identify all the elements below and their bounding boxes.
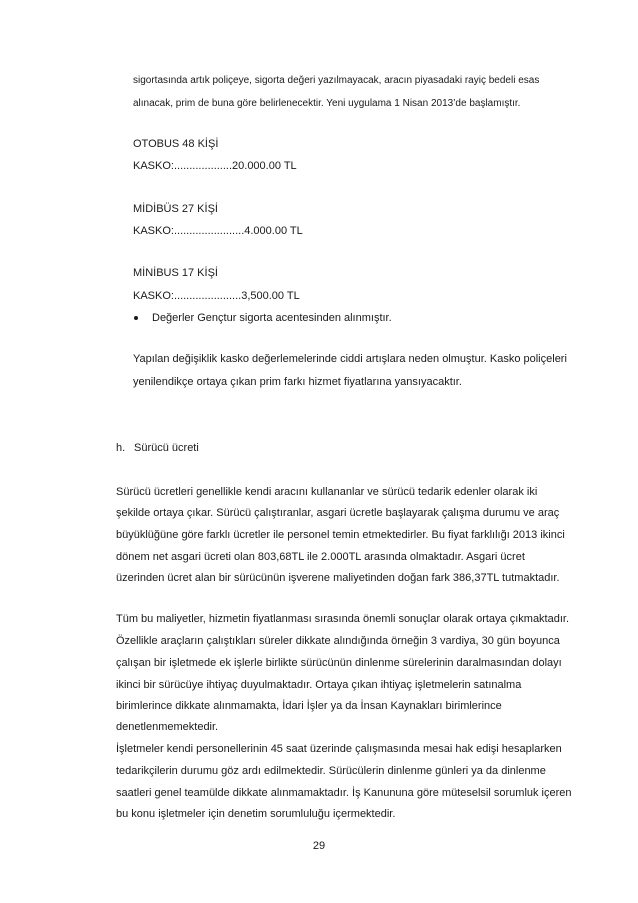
intro-line-2: alınacak, prim de buna göre belirlenecektir. Yeni uygulama 1 Nisan 2013’de başlamıştır. (133, 98, 521, 109)
para2-line-7: İşletmeler kendi personellerinin 45 saat üzerinde çalışmasında mesai hak edişi hesaplarken (116, 743, 562, 755)
change-para-line-2: yenilendikçe ortaya çıkan prim farkı hizmet fiyatlarına yansıyacaktır. (133, 376, 462, 388)
para1-line-5: üzerinden ücret alan bir sürücünün işverene maliyetinden doğan fark 386,37TL tutmaktadır. (116, 572, 560, 584)
bullet-item: Değerler Gençtur sigorta acentesinden alınmıştır. (152, 312, 392, 324)
para2-line-3: çalışan bir işletmede ek işlerle birlikte sürücünün dinlenme sürelerinin daralmasından dolayı (116, 657, 562, 669)
vehicle-kasko-otobus: KASKO:...................20.000.00 TL (133, 160, 297, 172)
para2-line-6: denetlenmemektedir. (116, 721, 219, 733)
vehicle-kasko-midibus: KASKO:.......................4.000.00 TL (133, 225, 303, 237)
para1-line-3: büyüklüğüne göre farklı ücretler ile personel temin etmektedirler. Bu fiyat farklılığı 2013 ikinci (116, 529, 565, 541)
vehicle-title-minibus: MİNİBUS 17 KİŞİ (133, 267, 218, 279)
para1-line-2: şekilde ortaya çıkar. Sürücü çalıştıranlar, asgari ücretle başlayarak çalışma durumu ve araç (116, 507, 560, 519)
section-letter: h. (116, 442, 126, 454)
para2-line-8: tedarikçilerin durumu göz ardı edilmektedir. Sürücülerin dinlenme günleri ya da dinlenme (116, 765, 546, 777)
para2-line-10: bu konu işletmeler için denetim sorumluluğu içermektedir. (116, 808, 396, 820)
bullet-icon (134, 316, 138, 320)
page-number: 29 (312, 840, 326, 852)
change-para-line-1: Yapılan değişiklik kasko değerlemelerinde ciddi artışlara neden olmuştur. Kasko poliçeleri (133, 353, 567, 365)
vehicle-title-otobus: OTOBUS 48 KİŞİ (133, 138, 219, 150)
para2-line-1: Tüm bu maliyetler, hizmetin fiyatlanması sırasında önemli sonuçlar olarak ortaya çıkmaktadır. (116, 613, 570, 625)
para2-line-5: birimlerince dikkate alınmamakta, İdari İşler ya da İnsan Kaynakları birimlerince (116, 700, 502, 712)
para2-line-4: ikinci bir sürücüye ihtiyaç duyulmaktadır. Ortaya çıkan ihtiyaç işletmelerin satınalma (116, 679, 522, 691)
para1-line-1: Sürücü ücretleri genellikle kendi aracını kullananlar ve sürücü tedarik edenler olarak iki (116, 486, 538, 498)
vehicle-kasko-minibus: KASKO:......................3,500.00 TL (133, 290, 300, 302)
para1-line-4: dönem net asgari ücreti olan 803,68TL ile 2.000TL arasında olmaktadır. Asgari ücret (116, 551, 525, 563)
section-title: Sürücü ücreti (134, 442, 199, 454)
intro-line-1: sigortasında artık poliçeye, sigorta değeri yazılmayacak, aracın piyasadaki rayiç bedeli esas (133, 75, 540, 86)
para2-line-2: Özellikle araçların çalıştıkları süreler dikkate alındığında örneğin 3 vardiya, 30 gün boyunca (116, 635, 560, 647)
para2-line-9: saatleri genel teamülde dikkate alınmamaktadır. İş Kanununa göre müteselsil sorumluk içeren (116, 787, 572, 799)
vehicle-title-midibus: MİDİBÜS 27 KİŞİ (133, 203, 218, 215)
